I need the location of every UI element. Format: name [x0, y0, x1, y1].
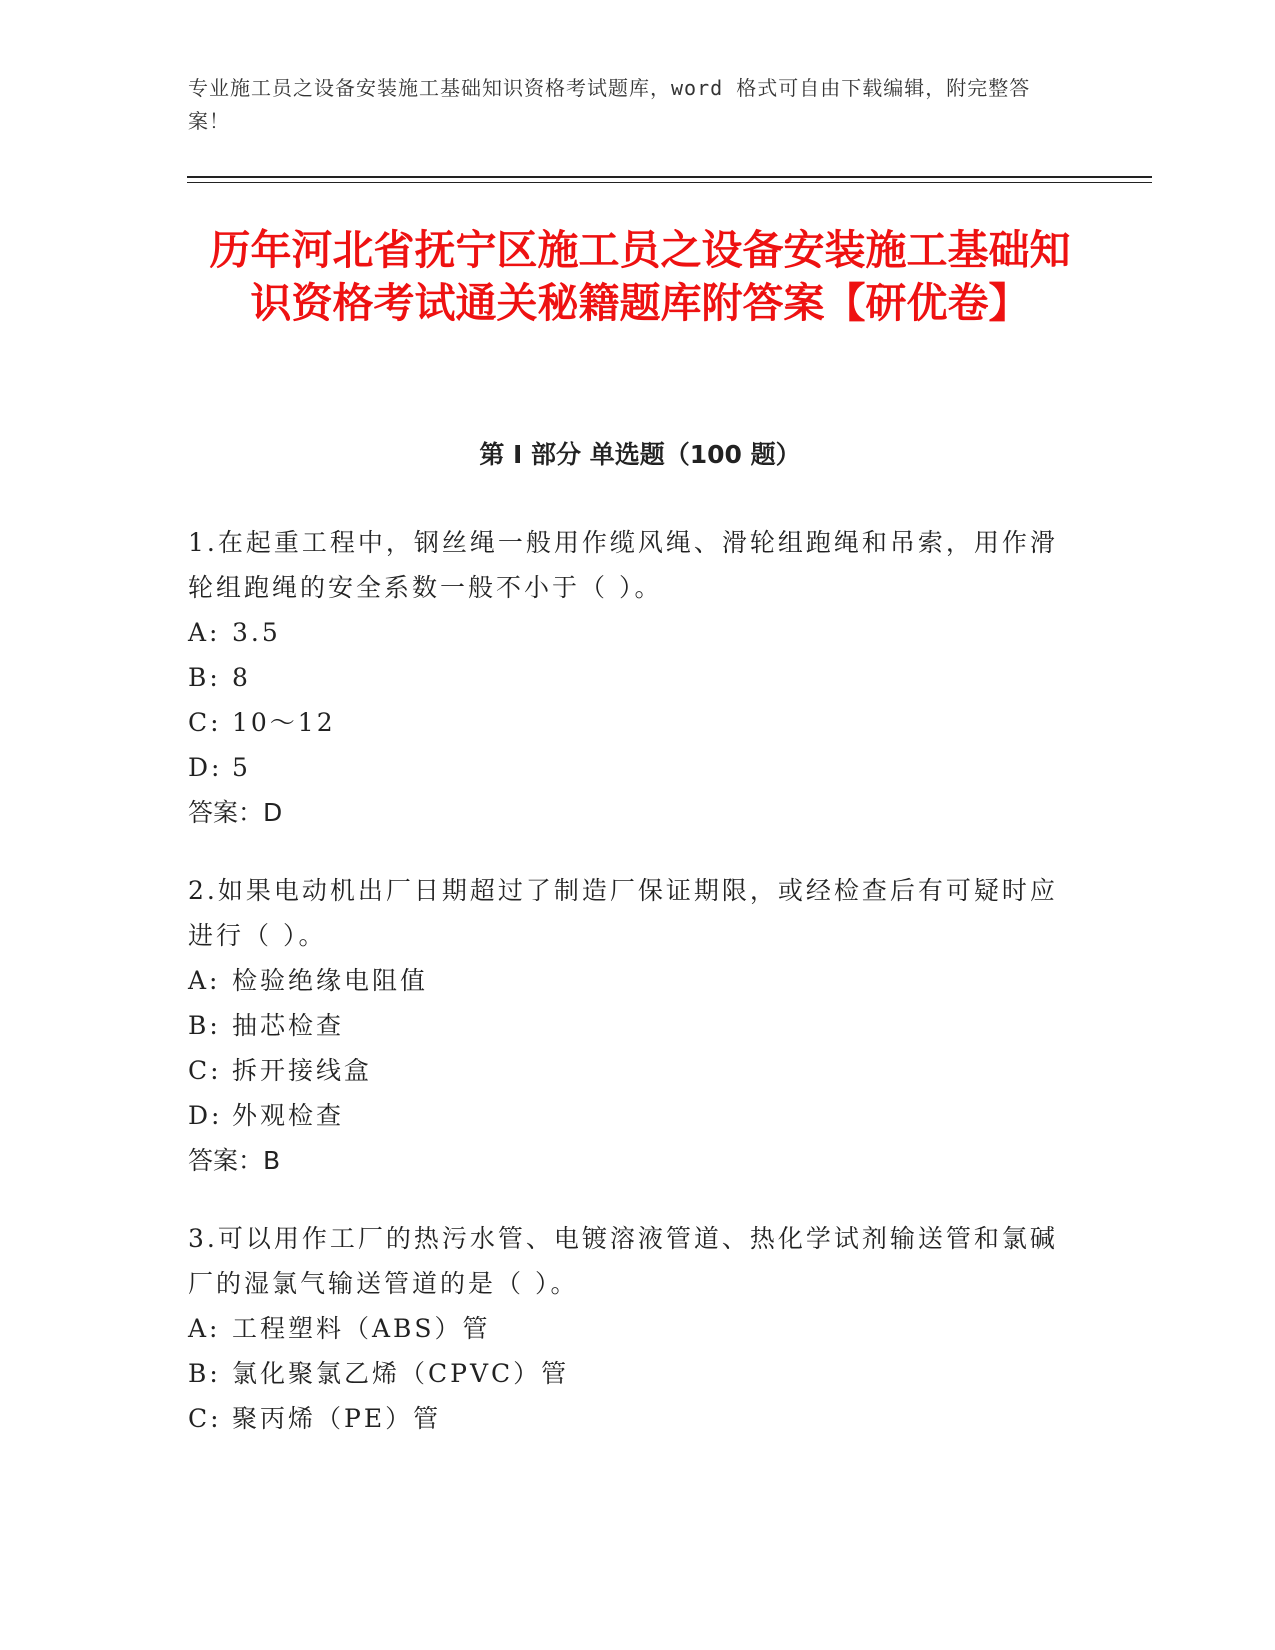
option-letter: C: — [188, 1056, 222, 1085]
option-letter: A: — [188, 618, 221, 647]
option-c — [188, 1048, 1058, 1093]
option-text: 5 — [232, 753, 251, 782]
option-text: 工程塑料（ABS）管 — [232, 1314, 491, 1343]
question-stem: 1.在起重工程中，钢丝绳一般用作缆风绳、滑轮组跑绳和吊索，用作滑轮组跑绳的安全系数一般不小于（ ）。 — [188, 528, 1058, 602]
option-text: 外观检查 — [232, 1101, 345, 1130]
header-divider-thin — [187, 182, 1152, 183]
option-text: 氯化聚氯乙烯（CPVC）管 — [232, 1359, 570, 1388]
option-letter: A: — [188, 966, 221, 995]
option-c — [188, 700, 1058, 745]
option-text: 8 — [232, 663, 251, 692]
option-letter: D: — [188, 1101, 223, 1130]
option-b — [188, 655, 1058, 700]
option-text: 聚丙烯（PE）管 — [232, 1404, 442, 1433]
option-letter: D: — [188, 753, 223, 782]
option-b — [188, 1003, 1058, 1048]
option-text: 3.5 — [232, 618, 281, 647]
option-text: 抽芯检查 — [232, 1011, 345, 1040]
option-a — [188, 1306, 1058, 1351]
option-a — [188, 610, 1058, 655]
option-text: 10～12 — [232, 708, 336, 737]
question-stem: 3.可以用作工厂的热污水管、电镀溶液管道、热化学试剂输送管和氯碱厂的湿氯气输送管道的是（ ）。 — [188, 1224, 1058, 1298]
option-letter: B: — [188, 1359, 221, 1388]
option-letter: C: — [188, 708, 222, 737]
answer-line: 答案：D — [188, 798, 283, 827]
header-note: 专业施工员之设备安装施工基础知识资格考试题库，word 格式可自由下载编辑，附完整答案！ — [188, 76, 1031, 133]
option-letter: A: — [188, 1314, 221, 1343]
option-d — [188, 1093, 1058, 1138]
option-text: 拆开接线盒 — [232, 1056, 373, 1085]
option-letter: B: — [188, 663, 221, 692]
document-title: 历年河北省抚宁区施工员之设备安装施工基础知识资格考试通关秘籍题库附答案【研优卷】 — [209, 226, 1071, 327]
option-letter: C: — [188, 1404, 222, 1433]
question-stem: 2.如果电动机出厂日期超过了制造厂保证期限，或经检查后有可疑时应进行（ ）。 — [188, 876, 1058, 950]
section-title: 第 I 部分 单选题（100 题） — [479, 440, 801, 469]
question-2 — [188, 868, 1058, 1183]
option-a — [188, 958, 1058, 1003]
question-list — [188, 520, 1058, 1474]
option-b — [188, 1351, 1058, 1396]
option-letter: B: — [188, 1011, 221, 1040]
question-3 — [188, 1216, 1058, 1441]
option-c — [188, 1396, 1058, 1441]
header-divider-thick — [187, 176, 1152, 178]
answer-line: 答案：B — [188, 1146, 281, 1175]
option-d — [188, 745, 1058, 790]
question-1 — [188, 520, 1058, 835]
option-text: 检验绝缘电阻值 — [232, 966, 429, 995]
